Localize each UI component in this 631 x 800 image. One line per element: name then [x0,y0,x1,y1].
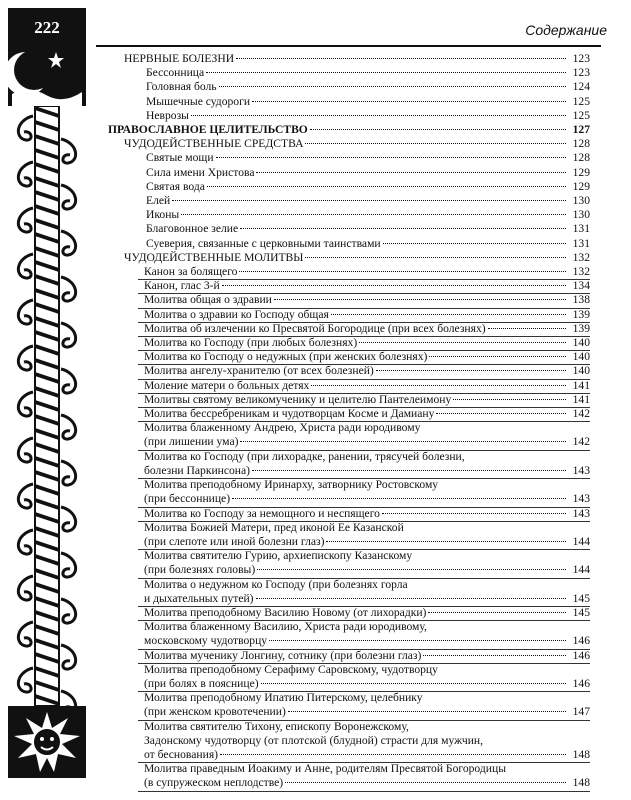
toc-entry-title: Бессонница [146,66,205,80]
toc-entry-title: Молитва об излечении ко Пресвятой Богородице (при всех болезнях) [144,321,486,335]
sun-face-icon [8,706,86,778]
toc-entry-title: Сила имени Христова [146,165,255,179]
toc-entry [108,137,590,151]
toc-entry-title: ПРАВОСЛАВНОЕ ЦЕЛИТЕЛЬСТВО [108,123,308,137]
toc-entry [108,478,590,506]
toc-entry-title: Суеверия, связанные с церковными таинствами [146,236,381,250]
dot-leader [222,285,566,286]
toc-entry [108,762,590,790]
dot-leader [236,58,566,59]
toc-page-number: 148 [572,747,590,761]
toc-entry-title: болезни Паркинсона) [144,463,251,477]
toc-entry-title: Молитва преподобному Василию Новому (от лихорадки) [144,605,427,619]
toc-entry [108,649,590,663]
toc-entry [108,123,590,137]
dot-leader [252,101,566,102]
toc-page-number: 138 [572,293,590,307]
dot-leader [285,782,566,783]
toc-entry-title: и дыхательных путей) [144,591,254,605]
toc-entry-title: ЧУДОДЕЙСТВЕННЫЕ СРЕДСТВА [124,137,304,151]
toc-entry [108,166,590,180]
toc-entry [108,151,590,165]
toc-page-number: 128 [572,137,590,151]
toc-entry [108,606,590,620]
toc-entry [108,421,590,449]
ornamental-column [8,106,86,706]
toc-entry-title-line: Молитва святителю Тихону, епископу Воронежскому, [144,719,409,733]
toc-entry-title: (при болезнях головы) [144,563,256,577]
toc-entry [108,66,590,80]
toc-entry-title-line: Молитва блаженному Андрею, Христа ради юродивому [144,421,421,435]
toc-page-number: 123 [572,52,590,65]
toc-entry [108,578,590,606]
toc-page-number: 129 [572,179,590,193]
toc-entry-title-line: Молитва праведным Иоакиму и Анне, родителям Пресвятой Богородицы [144,762,506,776]
dot-leader [240,228,566,229]
toc-page-number: 130 [572,208,590,222]
dot-leader [305,257,566,258]
crescent-moon-icon [8,44,86,106]
toc-entry-title: Молитва мученику Лонгину, сотнику (при болезни глаз) [144,648,422,662]
toc-entry-title-line: Молитва Божией Матери, пред иконой Ее Казанской [144,520,404,534]
dot-leader [359,342,566,343]
toc-entry [108,336,590,350]
toc-page-number: 127 [572,123,590,137]
dot-leader [269,640,566,641]
toc-entry-title: Святая вода [146,179,205,193]
toc-entry-title-line: Задонскому чудотворцу (от плотской (блудной) страсти для мужчин, [144,733,484,747]
toc-entry-title: Неврозы [146,108,189,122]
toc-entry [108,663,590,691]
toc-entry-title-line: Молитва преподобному Иринарху, затворнику Ростовскому [144,478,439,492]
toc-entry-title: ЧУДОДЕЙСТВЕННЫЕ МОЛИТВЫ [124,250,304,264]
toc-entry-title: Молитва бессребреникам и чудотворцам Космe и Дамиану [144,407,435,421]
toc-page-number: 140 [572,364,590,378]
toc-entry-title: Елей [146,194,171,208]
dot-leader [436,413,566,414]
toc-page-number: 141 [572,378,590,392]
toc-entry-title: Молитва ко Господу (при любых болезнях) [144,336,358,350]
toc-entry [108,450,590,478]
toc-page-number: 124 [572,80,590,94]
toc-page-number: 142 [572,435,590,449]
toc-page-number: 142 [572,407,590,421]
toc-entry-title: московскому чудотворцу [144,634,268,648]
toc-entry [108,251,590,265]
toc-page-number: 146 [572,634,590,648]
dot-leader [252,470,566,471]
toc-entry [108,80,590,94]
toc-page-number: 140 [572,336,590,350]
toc-entry-title-line: Молитва ко Господу (при лихорадке, ранении, трясучей болезни, [144,449,465,463]
toc-page-number: 141 [572,392,590,406]
toc-entry [108,95,590,109]
toc-entry-title-line: Молитва преподобному Серафиму Саровскому, чудотворцу [144,662,438,676]
toc-entry-title: Канон за болящего [144,265,238,279]
toc-entry-title: (при лишении ума) [144,435,239,449]
toc-entry-title: (при болях в пояснице) [144,676,259,690]
toc-entry [108,279,590,293]
toc-page-number: 132 [572,250,590,264]
toc-page-number: 146 [572,648,590,662]
dot-leader [326,541,566,542]
dot-leader [429,356,566,357]
dot-leader [207,186,566,187]
toc-entry [108,308,590,322]
toc-page-number: 123 [572,66,590,80]
toc-entry [108,350,590,364]
toc-entry-title: Канон, глас 3-й [144,279,220,293]
section-title: Содержание [525,22,607,38]
table-of-contents [108,52,590,791]
toc-page-number: 143 [572,463,590,477]
dot-leader [305,143,566,144]
toc-entry [108,322,590,336]
toc-entry [108,407,590,421]
header-rule [96,45,601,47]
toc-page-number: 130 [572,194,590,208]
toc-entry [108,237,590,251]
toc-page-number: 128 [572,151,590,165]
toc-entry [108,691,590,719]
toc-entry [108,52,590,66]
toc-entry-title: Благовонное зелие [146,222,239,236]
toc-entry-title: Иконы [146,208,180,222]
dot-leader [288,711,566,712]
toc-entry-title: (при женском кровотечении) [144,705,286,719]
dot-leader [331,314,566,315]
toc-entry-title: Молитва о здравии ко Господу общая [144,307,329,321]
dot-leader [191,115,566,116]
dot-leader [240,441,566,442]
toc-page-number: 147 [572,705,590,719]
toc-page-number: 132 [572,265,590,279]
dot-leader [181,214,566,215]
toc-entry-title: Молитва ко Господу о недужных (при женских болезнях) [144,350,428,364]
toc-entry [108,620,590,648]
toc-entry-title-line: Молитва о недужном ко Господу (при болезнях горла [144,577,408,591]
toc-entry-title: Молитва ангелу-хранителю (от всех болезней) [144,364,374,378]
dot-leader [274,299,566,300]
toc-entry-title-line: Молитва блаженному Василию, Христа ради юродивому, [144,620,427,634]
toc-entry [108,194,590,208]
toc-page-number: 139 [572,307,590,321]
toc-entry-title: Молитвы святому великомученику и целителю Пантелеимону [144,392,452,406]
dot-leader [376,370,566,371]
dot-leader [311,385,566,386]
toc-page-number: 139 [572,321,590,335]
toc-page-number: 125 [572,94,590,108]
dot-leader [256,598,566,599]
toc-entry-title: НЕРВНЫЕ БОЛЕЗНИ [124,52,235,65]
toc-entry-title: от беснования) [144,747,219,761]
toc-page-number: 140 [572,350,590,364]
toc-page-number: 143 [572,492,590,506]
toc-entry-title: (при бессоннице) [144,492,231,506]
toc-entry [108,521,590,549]
toc-entry [108,265,590,279]
dot-leader [216,157,566,158]
toc-entry [108,549,590,577]
dot-leader [382,513,566,514]
dot-leader [256,172,566,173]
toc-entry [108,208,590,222]
dot-leader [220,754,566,755]
toc-page-number: 125 [572,108,590,122]
toc-entry-title-line: Молитва святителю Гурию, архиепископу Казанскому [144,549,413,563]
dot-leader [219,86,566,87]
dot-leader [206,72,566,73]
toc-entry-title: Молитва общая о здравии [144,293,272,307]
dot-leader [310,129,566,130]
toc-page-number: 131 [572,236,590,250]
toc-entry [108,180,590,194]
dot-leader [257,569,566,570]
dot-leader [383,243,566,244]
toc-entry-title: Молитва ко Господу за немощного и неспящего [144,506,380,520]
toc-page-number: 134 [572,279,590,293]
toc-entry [108,393,590,407]
toc-page-number: 145 [572,591,590,605]
toc-entry-title: Моление матери о больных детях [144,378,310,392]
toc-entry-title: Мышечные судороги [146,94,251,108]
dot-leader [453,399,566,400]
toc-page-number: 145 [572,605,590,619]
decorative-sidebar [8,8,86,778]
entry-separator [138,791,590,792]
toc-page-number: 143 [572,506,590,520]
dot-leader [261,683,566,684]
dot-leader [423,655,566,656]
toc-entry-title: Головная боль [146,80,217,94]
toc-page-number: 148 [572,776,590,790]
dot-leader [239,271,566,272]
dot-leader [172,200,566,201]
dot-leader [488,328,566,329]
toc-entry [108,720,590,763]
dot-leader [232,498,566,499]
toc-page-number: 144 [572,534,590,548]
toc-entry [108,507,590,521]
toc-entry-title: (при слепоте или иной болезни глаз) [144,534,325,548]
toc-entry [108,364,590,378]
toc-entry-title-line: Молитва преподобному Ипатию Питерскому, целебнику [144,691,423,705]
toc-entry [108,379,590,393]
toc-page-number: 144 [572,563,590,577]
toc-entry [108,222,590,236]
toc-page-number: 146 [572,676,590,690]
toc-entry-title: (в супружеском неплодстве) [144,776,284,790]
toc-entry [108,109,590,123]
page-number: 222 [8,8,86,44]
toc-entry [108,293,590,307]
toc-page-number: 131 [572,222,590,236]
toc-page-number: 129 [572,165,590,179]
toc-entry-title: Святые мощи [146,151,214,165]
dot-leader [428,612,566,613]
